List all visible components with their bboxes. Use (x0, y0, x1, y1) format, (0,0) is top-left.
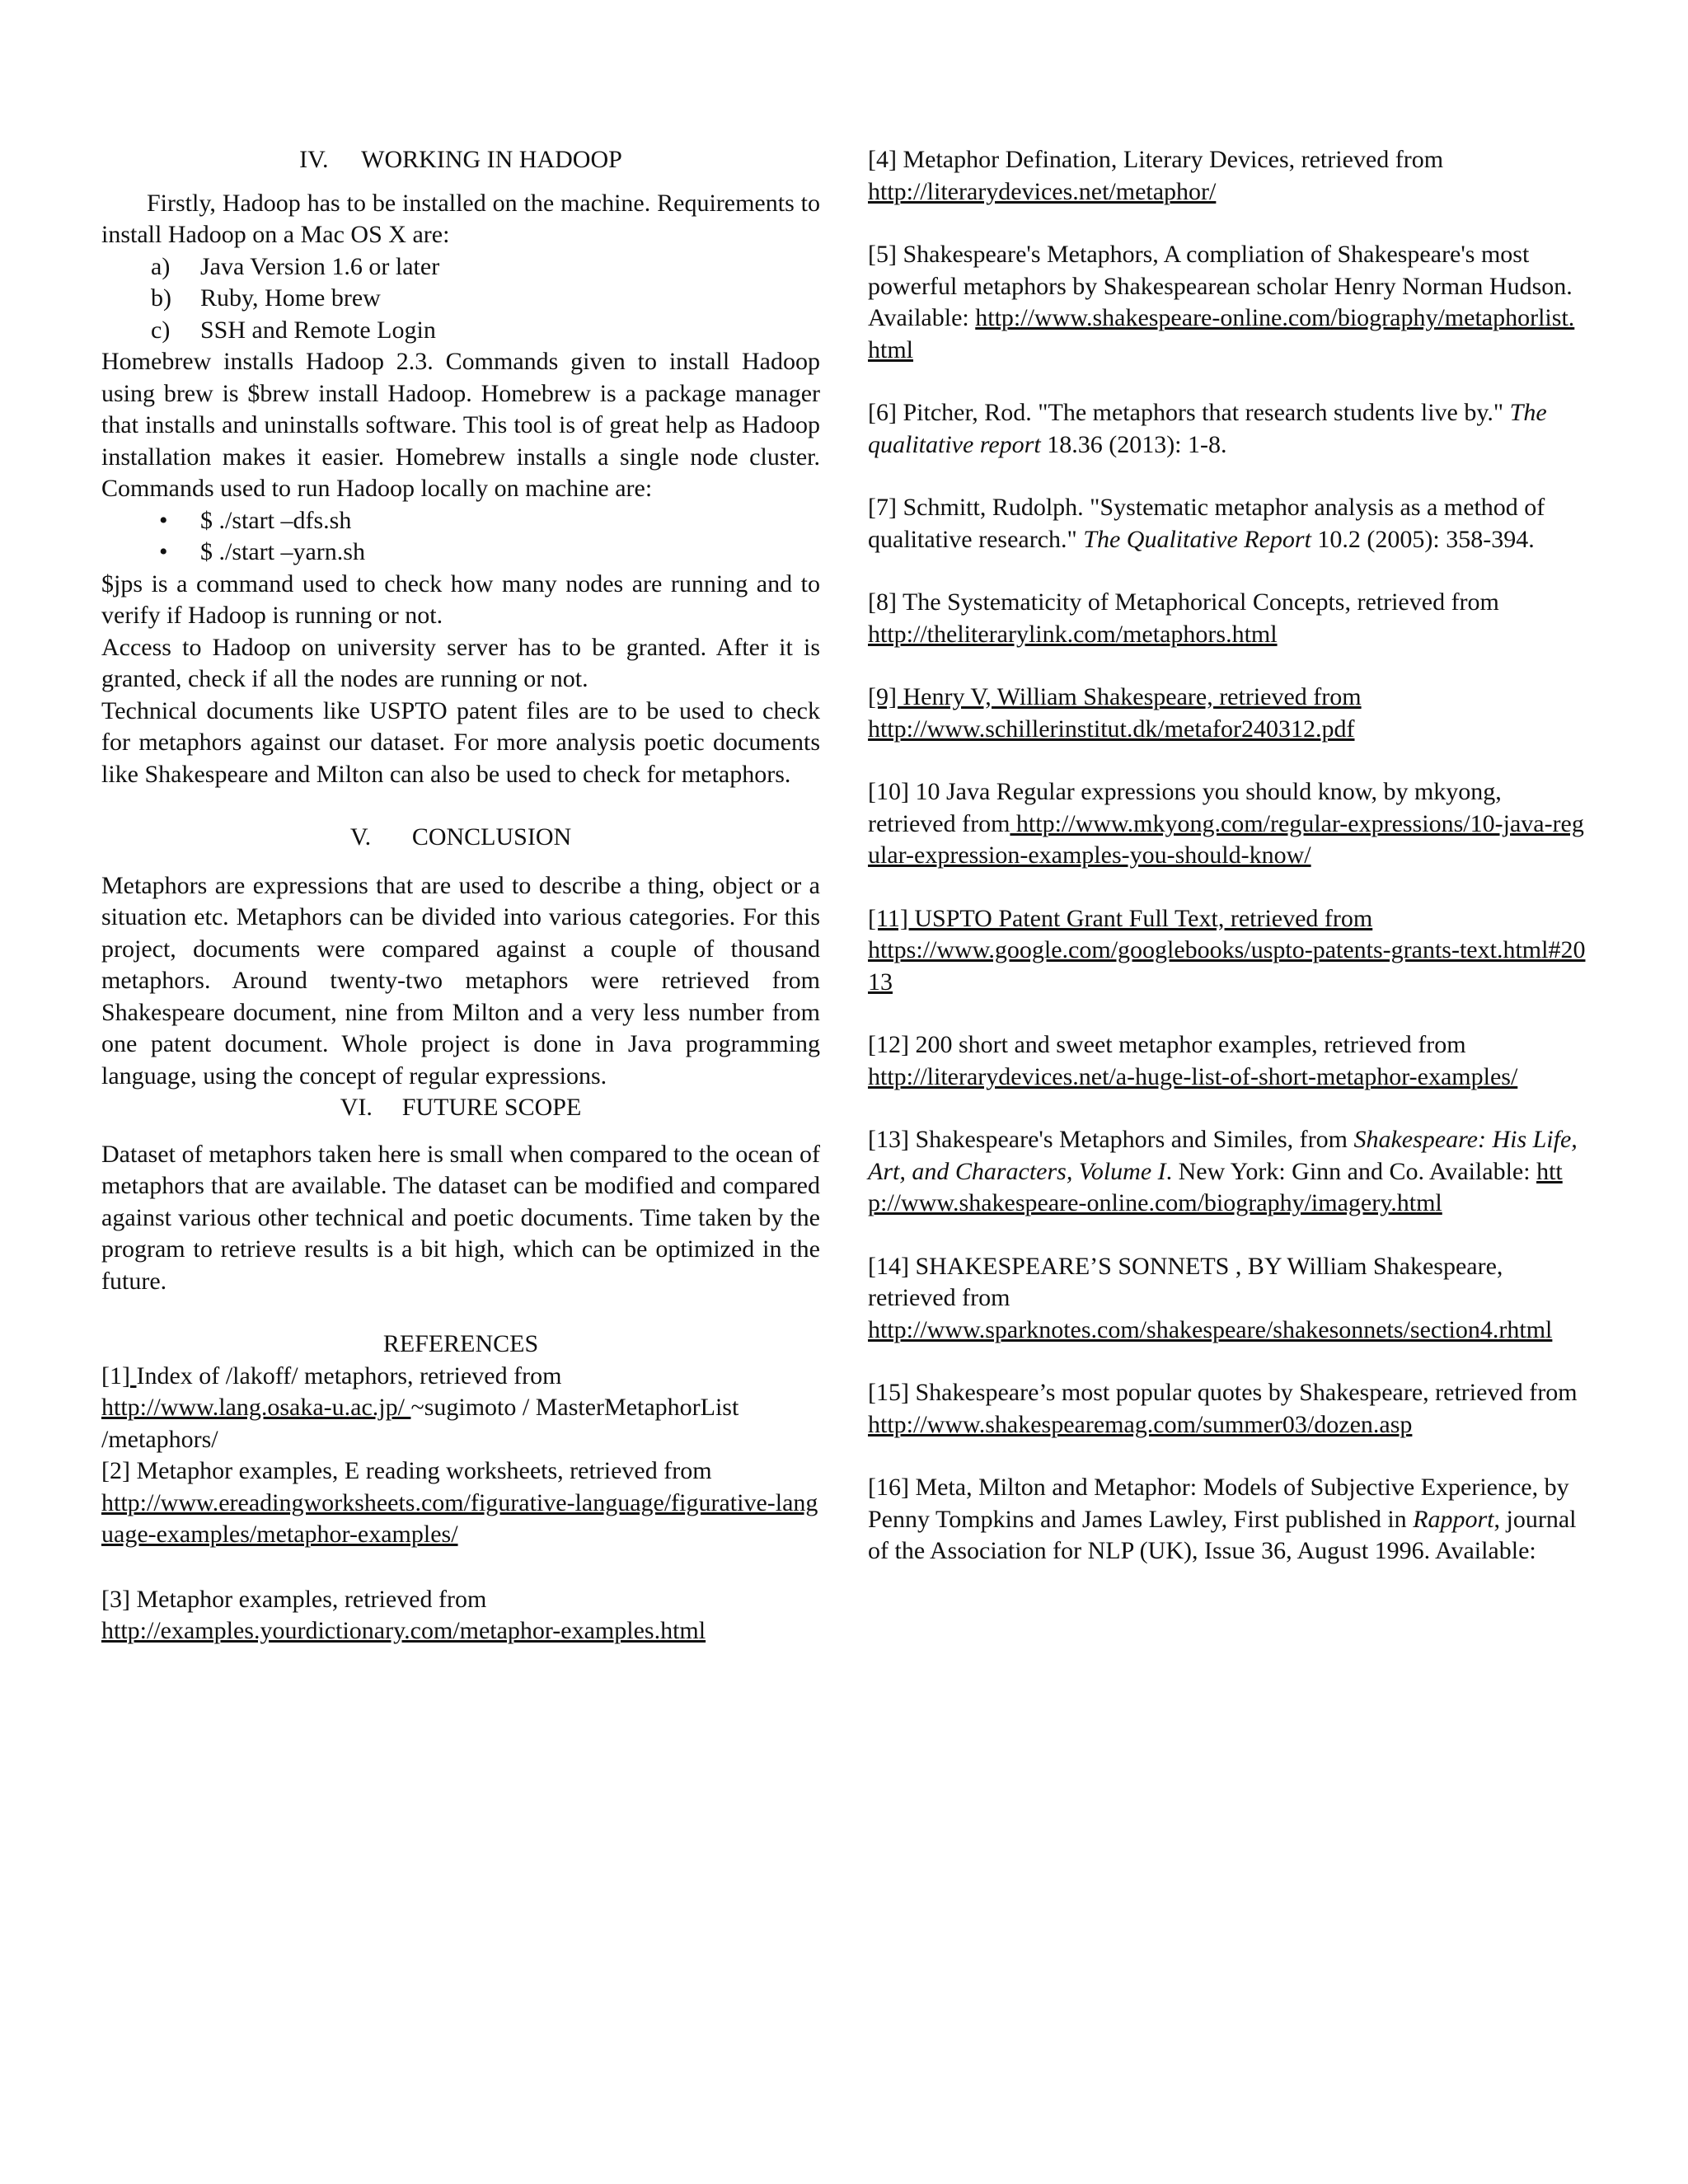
section-title: WORKING IN HADOOP (361, 146, 622, 173)
reference-text: [13] Shakespeare's Metaphors and Similes, from (868, 1126, 1354, 1153)
reference-13 (868, 1124, 1587, 1220)
list-item (101, 251, 820, 284)
list-marker: b) (151, 284, 171, 312)
reference-2 (101, 1455, 820, 1551)
reference-10 (868, 776, 1587, 872)
reference-text: [2] Metaphor examples, E reading worksheets, retrieved from (101, 1457, 712, 1484)
reference-text: [15] Shakespeare’s most popular quotes by Shakespeare, retrieved from (868, 1379, 1578, 1406)
section-heading-working-in-hadoop (101, 144, 820, 176)
section-title: FUTURE SCOPE (401, 1094, 582, 1121)
bullet-icon: • (159, 506, 168, 534)
commands-list (101, 505, 820, 569)
reference-text: [7] Schmitt, Rudolph. "Systematic metaphor analysis as a method of qualitative research." (868, 494, 1545, 553)
reference-3 (101, 1584, 820, 1647)
reference-8 (868, 587, 1587, 650)
reference-12 (868, 1029, 1587, 1093)
reference-text: [9] Henry V, William Shakespeare, retrieved from (868, 683, 1362, 710)
reference-9 (868, 682, 1587, 745)
reference-link[interactable]: http://www.ereadingworksheets.com/figurative-language/figurative-language-examples/metaphor-examples/ (101, 1488, 818, 1548)
reference-text: [10] 10 Java Regular expressions you should know, by mkyong, retrieved from (868, 778, 1502, 837)
paragraph: $jps is a command used to check how many nodes are running and to verify if Hadoop is running or not. (101, 569, 820, 629)
reference-text: [6] Pitcher, Rod. "The metaphors that research students live by." (868, 399, 1510, 426)
reference-link[interactable]: http://www.shakespearemag.com/summer03/dozen.asp (868, 1410, 1413, 1438)
requirements-list (101, 251, 820, 347)
reference-link[interactable]: https://www.google.com/googlebooks/uspto-patents-grants-text.html#2013 (868, 936, 1586, 996)
references-heading: REFERENCES (382, 1330, 539, 1357)
reference-14 (868, 1251, 1587, 1347)
section-number: IV. (299, 146, 329, 173)
paragraph: Technical documents like USPTO patent files are to be used to check for metaphors against our dataset. For more analysis poetic documents like Shakespeare and Milton can also be used to check for metaphors. (101, 696, 820, 788)
reference-15 (868, 1377, 1587, 1441)
section-number: V. (349, 823, 372, 851)
section-number: VI. (340, 1094, 373, 1121)
reference-text: [16] Meta, Milton and Metaphor: Models of Subjective Experience, by Penny Tompkins and James Lawley, First published in (868, 1474, 1569, 1533)
paragraph: Homebrew installs Hadoop 2.3. Commands given to install Hadoop using brew is $brew install Hadoop. Homebrew is a package manager that installs and uninstalls software. This tool is of great help as Hadoop installation makes it easier. Homebrew installs a single node cluster. Commands used to run Hadoop locally on machine are: (101, 348, 820, 502)
list-item-text: Java Version 1.6 or later (200, 252, 440, 280)
reference-text: , journal of the Association for NLP (UK), Issue 36, August 1996. Available: (868, 1505, 1577, 1564)
section-title: CONCLUSION (411, 823, 572, 851)
reference-link[interactable]: http://www.sparknotes.com/shakespeare/shakesonnets/section4.rhtml (868, 1315, 1553, 1343)
book-title: Shakespeare: His Life, Art, and Characters, Volume I (868, 1126, 1578, 1185)
reference-text: Index of /lakoff/ metaphors, retrieved from (136, 1361, 562, 1390)
reference-text: 10.2 (2005): 358-394. (1311, 525, 1535, 553)
reference-7 (868, 492, 1587, 555)
reference-6 (868, 397, 1587, 461)
list-item-text: Ruby, Home brew (200, 284, 381, 312)
right-column (868, 144, 1587, 1568)
reference-link[interactable]: http://www.lang.osaka-u.ac.jp/ (101, 1394, 411, 1421)
reference-text: [4] Metaphor Defination, Literary Devices, retrieved from (868, 146, 1444, 173)
list-item-text: $ ./start –dfs.sh (200, 506, 352, 534)
list-item (101, 537, 820, 569)
paragraph: Metaphors are expressions that are used to describe a thing, object or a situation etc. Metaphors can be divided into various categories. For this project, documents were compared against a couple of thousand metaphors. Around twenty-two metaphors were retrieved from Shakespeare document, nine from Milton and a very less number from one patent document. Whole project is done in Java programming language, using the concept of regular expressions. (101, 871, 820, 1090)
paragraph: Access to Hadoop on university server has to be granted. After it is granted, check if all the nodes are running or not. (101, 633, 820, 692)
left-column (101, 144, 820, 1647)
list-item-text: $ ./start –yarn.sh (200, 538, 365, 565)
list-item-text: SSH and Remote Login (200, 316, 436, 344)
reference-link[interactable]: http://www.shakespeare-online.com/biography/metaphorlist.html (868, 304, 1575, 363)
section-heading-conclusion (101, 822, 820, 854)
reference-text: ~sugimoto / MasterMetaphorList /metaphors/ (101, 1394, 739, 1453)
reference-text: . New York: Ginn and Co. Available: (1165, 1157, 1537, 1185)
reference-link[interactable]: http://literarydevices.net/metaphor/ (868, 177, 1217, 205)
list-item (101, 315, 820, 347)
paragraph: Firstly, Hadoop has to be installed on the machine. Requirements to install Hadoop on a Mac OS X are: (101, 189, 820, 248)
reference-text: [3] Metaphor examples, retrieved from (101, 1585, 487, 1613)
reference-link[interactable]: http://examples.yourdictionary.com/metaphor-examples.html (101, 1617, 706, 1644)
reference-link[interactable]: http://literarydevices.net/a-huge-list-of-short-metaphor-examples/ (868, 1062, 1518, 1090)
list-marker: a) (151, 252, 171, 280)
reference-link[interactable]: http://theliterarylink.com/metaphors.html (868, 620, 1278, 648)
reference-11 (868, 903, 1587, 999)
reference-16 (868, 1472, 1587, 1568)
reference-text: 18.36 (2013): 1-8. (1040, 430, 1227, 458)
reference-link[interactable]: http://www.schillerinstitut.dk/metafor240312.pdf (868, 715, 1355, 743)
reference-text: [12] 200 short and sweet metaphor examples, retrieved from (868, 1031, 1466, 1058)
reference-5 (868, 239, 1587, 366)
bullet-icon: • (159, 538, 168, 565)
section-heading-future-scope (101, 1092, 820, 1124)
list-item (101, 283, 820, 315)
journal-title: The Qualitative Report (1083, 525, 1311, 553)
paragraph: Dataset of metaphors taken here is small when compared to the ocean of metaphors that are available. The dataset can be modified and compared against various other technical and poetic documents. Time taken by the program to retrieve results is a bit high, which can be optimized in the future. (101, 1140, 820, 1295)
reference-text: [14] SHAKESPEARE’S SONNETS , BY William Shakespeare, retrieved from (868, 1252, 1503, 1311)
journal-title: Rapport (1413, 1505, 1494, 1533)
reference-text: [8] The Systematicity of Metaphorical Concepts, retrieved from (868, 588, 1499, 616)
list-marker: c) (151, 316, 171, 344)
list-item (101, 505, 820, 537)
reference-1 (101, 1361, 820, 1456)
reference-text: [5] Shakespeare's Metaphors, A compliation of Shakespeare's most powerful metaphors by Shakespearean scholar Henry Norman Hudson. Available: (868, 241, 1573, 331)
reference-4 (868, 144, 1587, 208)
reference-link[interactable]: http://www.shakespeare-online.com/biography/imagery.html (868, 1157, 1563, 1216)
reference-number: [1] (101, 1361, 130, 1390)
reference-link[interactable]: http://www.mkyong.com/regular-expressions/10-java-regular-expression-examples-you-should-know/ (868, 809, 1584, 869)
reference-text: [11] USPTO Patent Grant Full Text, retrieved from (868, 904, 1373, 932)
journal-title: The qualitative report (868, 399, 1547, 458)
